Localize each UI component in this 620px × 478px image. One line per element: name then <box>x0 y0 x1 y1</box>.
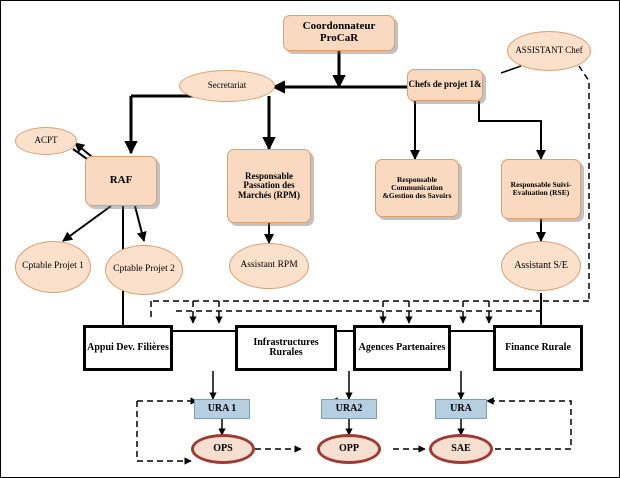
node-assistant-se-label: Assistant S/E <box>514 259 568 271</box>
node-raf-label: RAF <box>109 174 133 187</box>
node-assistant-rpm-label: Assistant RPM <box>240 260 298 271</box>
node-chefs-projet-label: Chefs de projet 1& <box>408 79 482 90</box>
node-agences-partenaires[interactable] <box>353 325 451 371</box>
node-ura-2-label: URA2 <box>335 402 363 414</box>
node-agences-partenaires-label: Agences Partenaires <box>358 341 446 353</box>
node-assistant-chef-label: ASSISTANT Chef <box>515 45 583 56</box>
connector-lines <box>1 1 620 478</box>
node-rse-label: Responsable Suivi-Evaluation (RSE) <box>510 180 572 197</box>
node-ura-1[interactable] <box>194 399 250 419</box>
node-secretariat[interactable] <box>179 70 275 102</box>
node-assistant-chef[interactable] <box>507 31 591 71</box>
node-secretariat-label: Secretariat <box>207 80 247 91</box>
node-coordonnateur-label: Coordonnateur ProCaR <box>302 20 376 44</box>
node-raf[interactable] <box>85 156 157 206</box>
node-rpm-label: Responsable Passation des Marchés (RPM) <box>237 170 301 200</box>
node-cptable-projet-1-label: Cptable Projet 1 <box>22 261 84 272</box>
node-rcgs-label: Responsable Communication &Gestion des Savoirs <box>382 175 452 200</box>
node-cptable-projet-2[interactable] <box>105 245 183 295</box>
node-opp-label: OPP <box>339 442 359 454</box>
node-finance-rurale[interactable] <box>493 325 583 371</box>
node-coordonnateur[interactable] <box>283 15 395 51</box>
node-cptable-projet-1[interactable] <box>15 241 91 293</box>
node-ura-2[interactable] <box>321 399 377 419</box>
node-infrastructures-rurales[interactable] <box>235 325 337 371</box>
node-sae[interactable] <box>429 434 493 464</box>
node-rcgs[interactable] <box>375 159 459 217</box>
node-ura-3[interactable] <box>435 399 487 419</box>
node-sae-label: SAE <box>451 442 471 454</box>
node-cptable-projet-2-label: Cptable Projet 2 <box>113 264 175 275</box>
node-rpm[interactable] <box>227 149 311 223</box>
node-ops-label: OPS <box>213 442 233 454</box>
node-rse[interactable] <box>501 159 581 219</box>
node-finance-rurale-label: Finance Rurale <box>505 341 571 353</box>
node-opp[interactable] <box>317 434 381 464</box>
node-appui-dev-filieres[interactable] <box>83 325 173 371</box>
node-chefs-projet[interactable] <box>407 69 483 101</box>
node-ura-3-label: URA <box>450 402 472 414</box>
node-ops[interactable] <box>191 434 255 464</box>
node-ura-1-label: URA 1 <box>207 402 237 414</box>
node-assistant-se[interactable] <box>501 241 581 291</box>
node-acpt-label: ACPT <box>34 135 58 146</box>
node-appui-dev-filieres-label: Appui Dev. Filières <box>87 341 169 353</box>
node-acpt[interactable] <box>15 127 77 155</box>
node-assistant-rpm[interactable] <box>229 243 309 289</box>
node-infrastructures-rurales-label: Infrastructures Rurales <box>253 336 319 358</box>
